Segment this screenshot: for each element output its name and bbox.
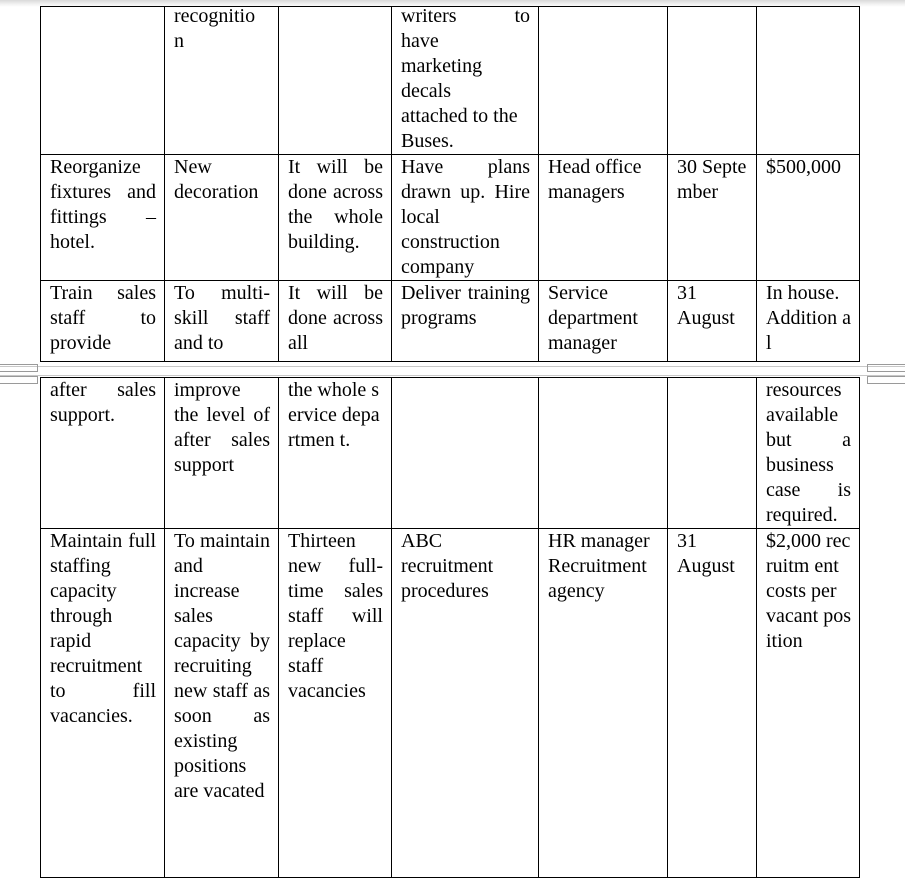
table-cell: New decoration [165,155,279,281]
table-cell: resources available but a business case is required. [757,378,860,529]
table-cell: Deliver training programs [392,281,539,362]
cell-text: n [174,30,184,52]
table-row [41,529,860,878]
table-cell: Head office managers [539,155,668,281]
table-cell: $2,000 recruitm ent costs per vacant position [757,529,860,878]
table-cell: In house. Addition al [757,281,860,362]
table-cell: To multi-skill staff and to [165,281,279,362]
page-break [0,366,905,376]
margin-marker-right [867,376,905,384]
table-cell: Maintain full staffing capacity through rapid recruitment to fill vacancies. [41,529,165,878]
table-cell: 31 August [668,281,757,362]
cell-text: to [514,6,530,27]
table-cell: It will be done across the whole building. [279,155,392,281]
table-cell: ABC recruitment procedures [392,529,539,878]
table-cell: after sales support. [41,378,165,529]
table-cell: $500,000 [757,155,860,281]
cell-text: decals [401,80,451,102]
action-plan-table-page2 [40,377,860,878]
table-cell [165,7,279,155]
margin-marker-left [0,364,38,372]
table-cell [757,7,860,155]
cell-text: attached to the [401,105,518,127]
table-cell: Thirteen new full-time sales staff will replace staff vacancies [279,529,392,878]
table-cell: 31 August [668,529,757,878]
cell-text: have [401,30,439,52]
table-cell [539,378,668,529]
table-cell [539,7,668,155]
table-cell: improve the level of after sales support [165,378,279,529]
cell-text: recognitio [174,6,256,27]
table-cell: It will be done across all [279,281,392,362]
table-cell: Service department manager [539,281,668,362]
table-cell [41,7,165,155]
cell-text: writers [401,6,457,27]
table-cell: Have plans drawn up. Hire local construction company [392,155,539,281]
table-row [41,281,860,362]
table-row [41,378,860,529]
cell-text-line [401,7,530,30]
action-plan-table-page1 [40,6,860,362]
cell-text: marketing [401,55,483,77]
table-cell: HR manager Recruitment agency [539,529,668,878]
table-cell: To maintain and increase sales capacity by recruiting new staff as soon as existing positions are vacated [165,529,279,878]
margin-marker-left [0,376,38,384]
table-cell [668,378,757,529]
cell-text: Buses. [401,130,454,152]
table-cell [668,7,757,155]
table-cell: Train sales staff to provide [41,281,165,362]
margin-marker-right [867,364,905,372]
table-cell [392,7,539,155]
table-cell [392,378,539,529]
table-row [41,155,860,281]
table-row [41,7,860,155]
table-cell [279,7,392,155]
table-cell: the whole service departmen t. [279,378,392,529]
table-cell: 30 September [668,155,757,281]
table-cell: Reorganize fixtures and fittings – hotel. [41,155,165,281]
